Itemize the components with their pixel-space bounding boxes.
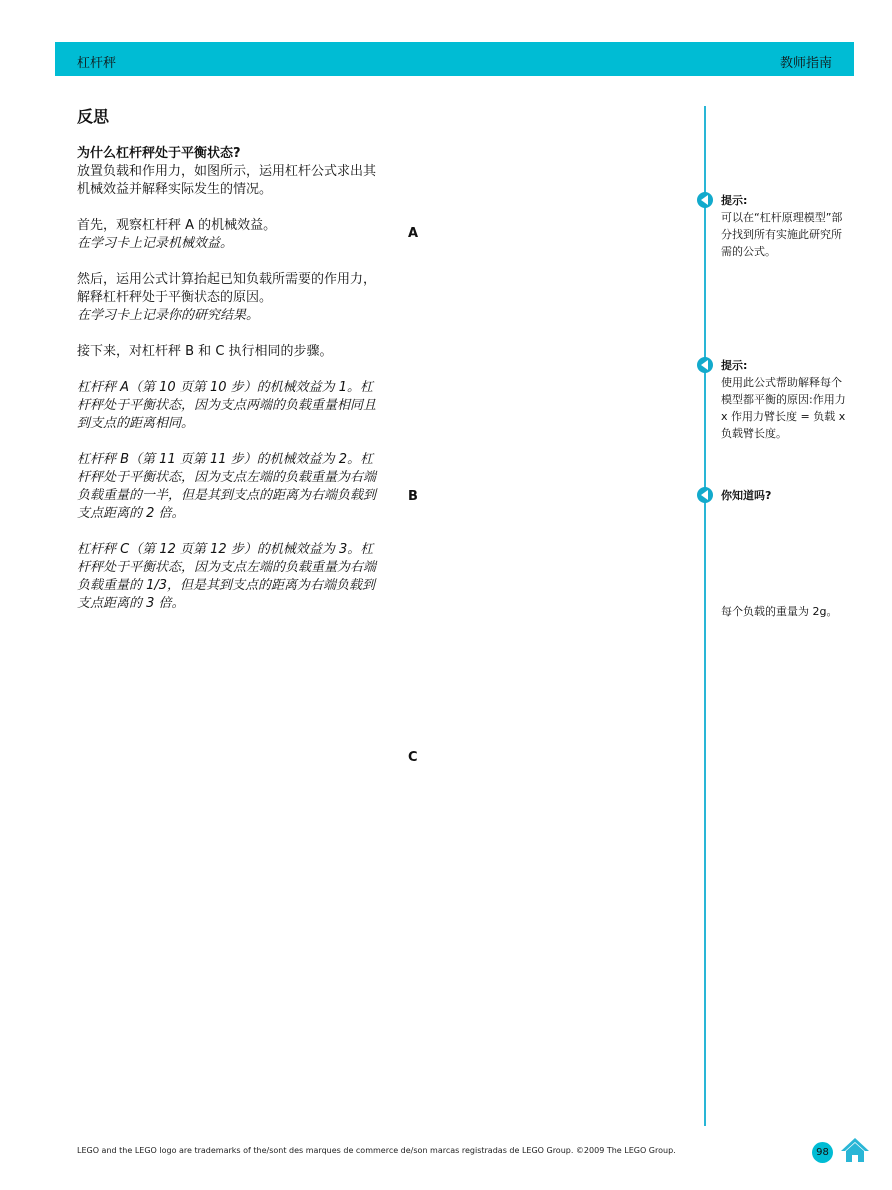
answer-c: 杠杆秤 C（第 12 页第 12 步）的机械效益为 3。杠杆秤处于平衡状态，因为支点左端的负载重量为右端负载重量的 1/3，但是其到支点的距离为右端负载到支点距离的 3 倍。: [77, 542, 377, 611]
answer-a: 杠杆秤 A（第 10 页第 10 步）的机械效益为 1。杠杆秤处于平衡状态，因为支点两端的负载重量相同且到支点的距离相同。: [77, 380, 377, 431]
tip-heading: 提示:: [721, 359, 748, 372]
header-bar: [55, 42, 854, 76]
home-icon[interactable]: [840, 1137, 870, 1167]
page-title: 反思: [77, 107, 110, 126]
arrow-left-icon: [697, 487, 713, 503]
label-b: B: [408, 489, 418, 504]
footer-trademark: LEGO and the LEGO logo are trademarks of the/sont des marques de commerce de/son marcas registradas de LEGO Group. ©2009 The LEGO Group.: [77, 1146, 676, 1155]
question: 为什么杠杆秤处于平衡状态?: [77, 146, 241, 161]
step1-note: 在学习卡上记录机械效益。: [77, 236, 234, 251]
label-a: A: [408, 226, 419, 241]
step2: 然后，运用公式计算抬起已知负载所需要的作用力，解释杠杆秤处于平衡状态的原因。: [77, 272, 377, 305]
arrow-left-icon: [697, 357, 713, 373]
tip-heading: 提示:: [721, 194, 748, 207]
intro: 放置负载和作用力，如图所示，运用杠杆公式求出其机械效益并解释实际发生的情况。: [77, 164, 377, 197]
step2-note: 在学习卡上记录你的研究结果。: [77, 308, 260, 323]
tip-2: [697, 357, 847, 442]
step3: 接下来，对杠杆秤 B 和 C 执行相同的步骤。: [77, 344, 333, 359]
page-number: 98: [812, 1142, 833, 1163]
arrow-left-icon: [697, 192, 713, 208]
header-title: 杠杆秤: [77, 56, 117, 71]
header-section: 教师指南: [779, 56, 832, 71]
tip-heading: 你知道吗?: [721, 489, 772, 502]
weight-note: 每个负载的重量为 2g。: [721, 605, 838, 618]
step1: 首先，观察杠杆秤 A 的机械效益。: [77, 218, 277, 233]
tip-1: [697, 192, 847, 260]
did-you-know: [697, 487, 847, 504]
answer-b: 杠杆秤 B（第 11 页第 11 步）的机械效益为 2。杠杆秤处于平衡状态，因为支点左端的负载重量为右端负载重量的一半，但是其到支点的距离为右端负载到支点距离的 2 倍。: [77, 452, 377, 521]
tip-text: 使用此公式帮助解释每个模型都平衡的原因:作用力 x 作用力臂长度 = 负载 x 负载臂长度。: [721, 376, 846, 440]
main-text: [77, 145, 377, 631]
tip-text: 可以在“杠杆原理模型”部分找到所有实施此研究所需的公式。: [721, 211, 843, 258]
label-c: C: [408, 750, 418, 765]
